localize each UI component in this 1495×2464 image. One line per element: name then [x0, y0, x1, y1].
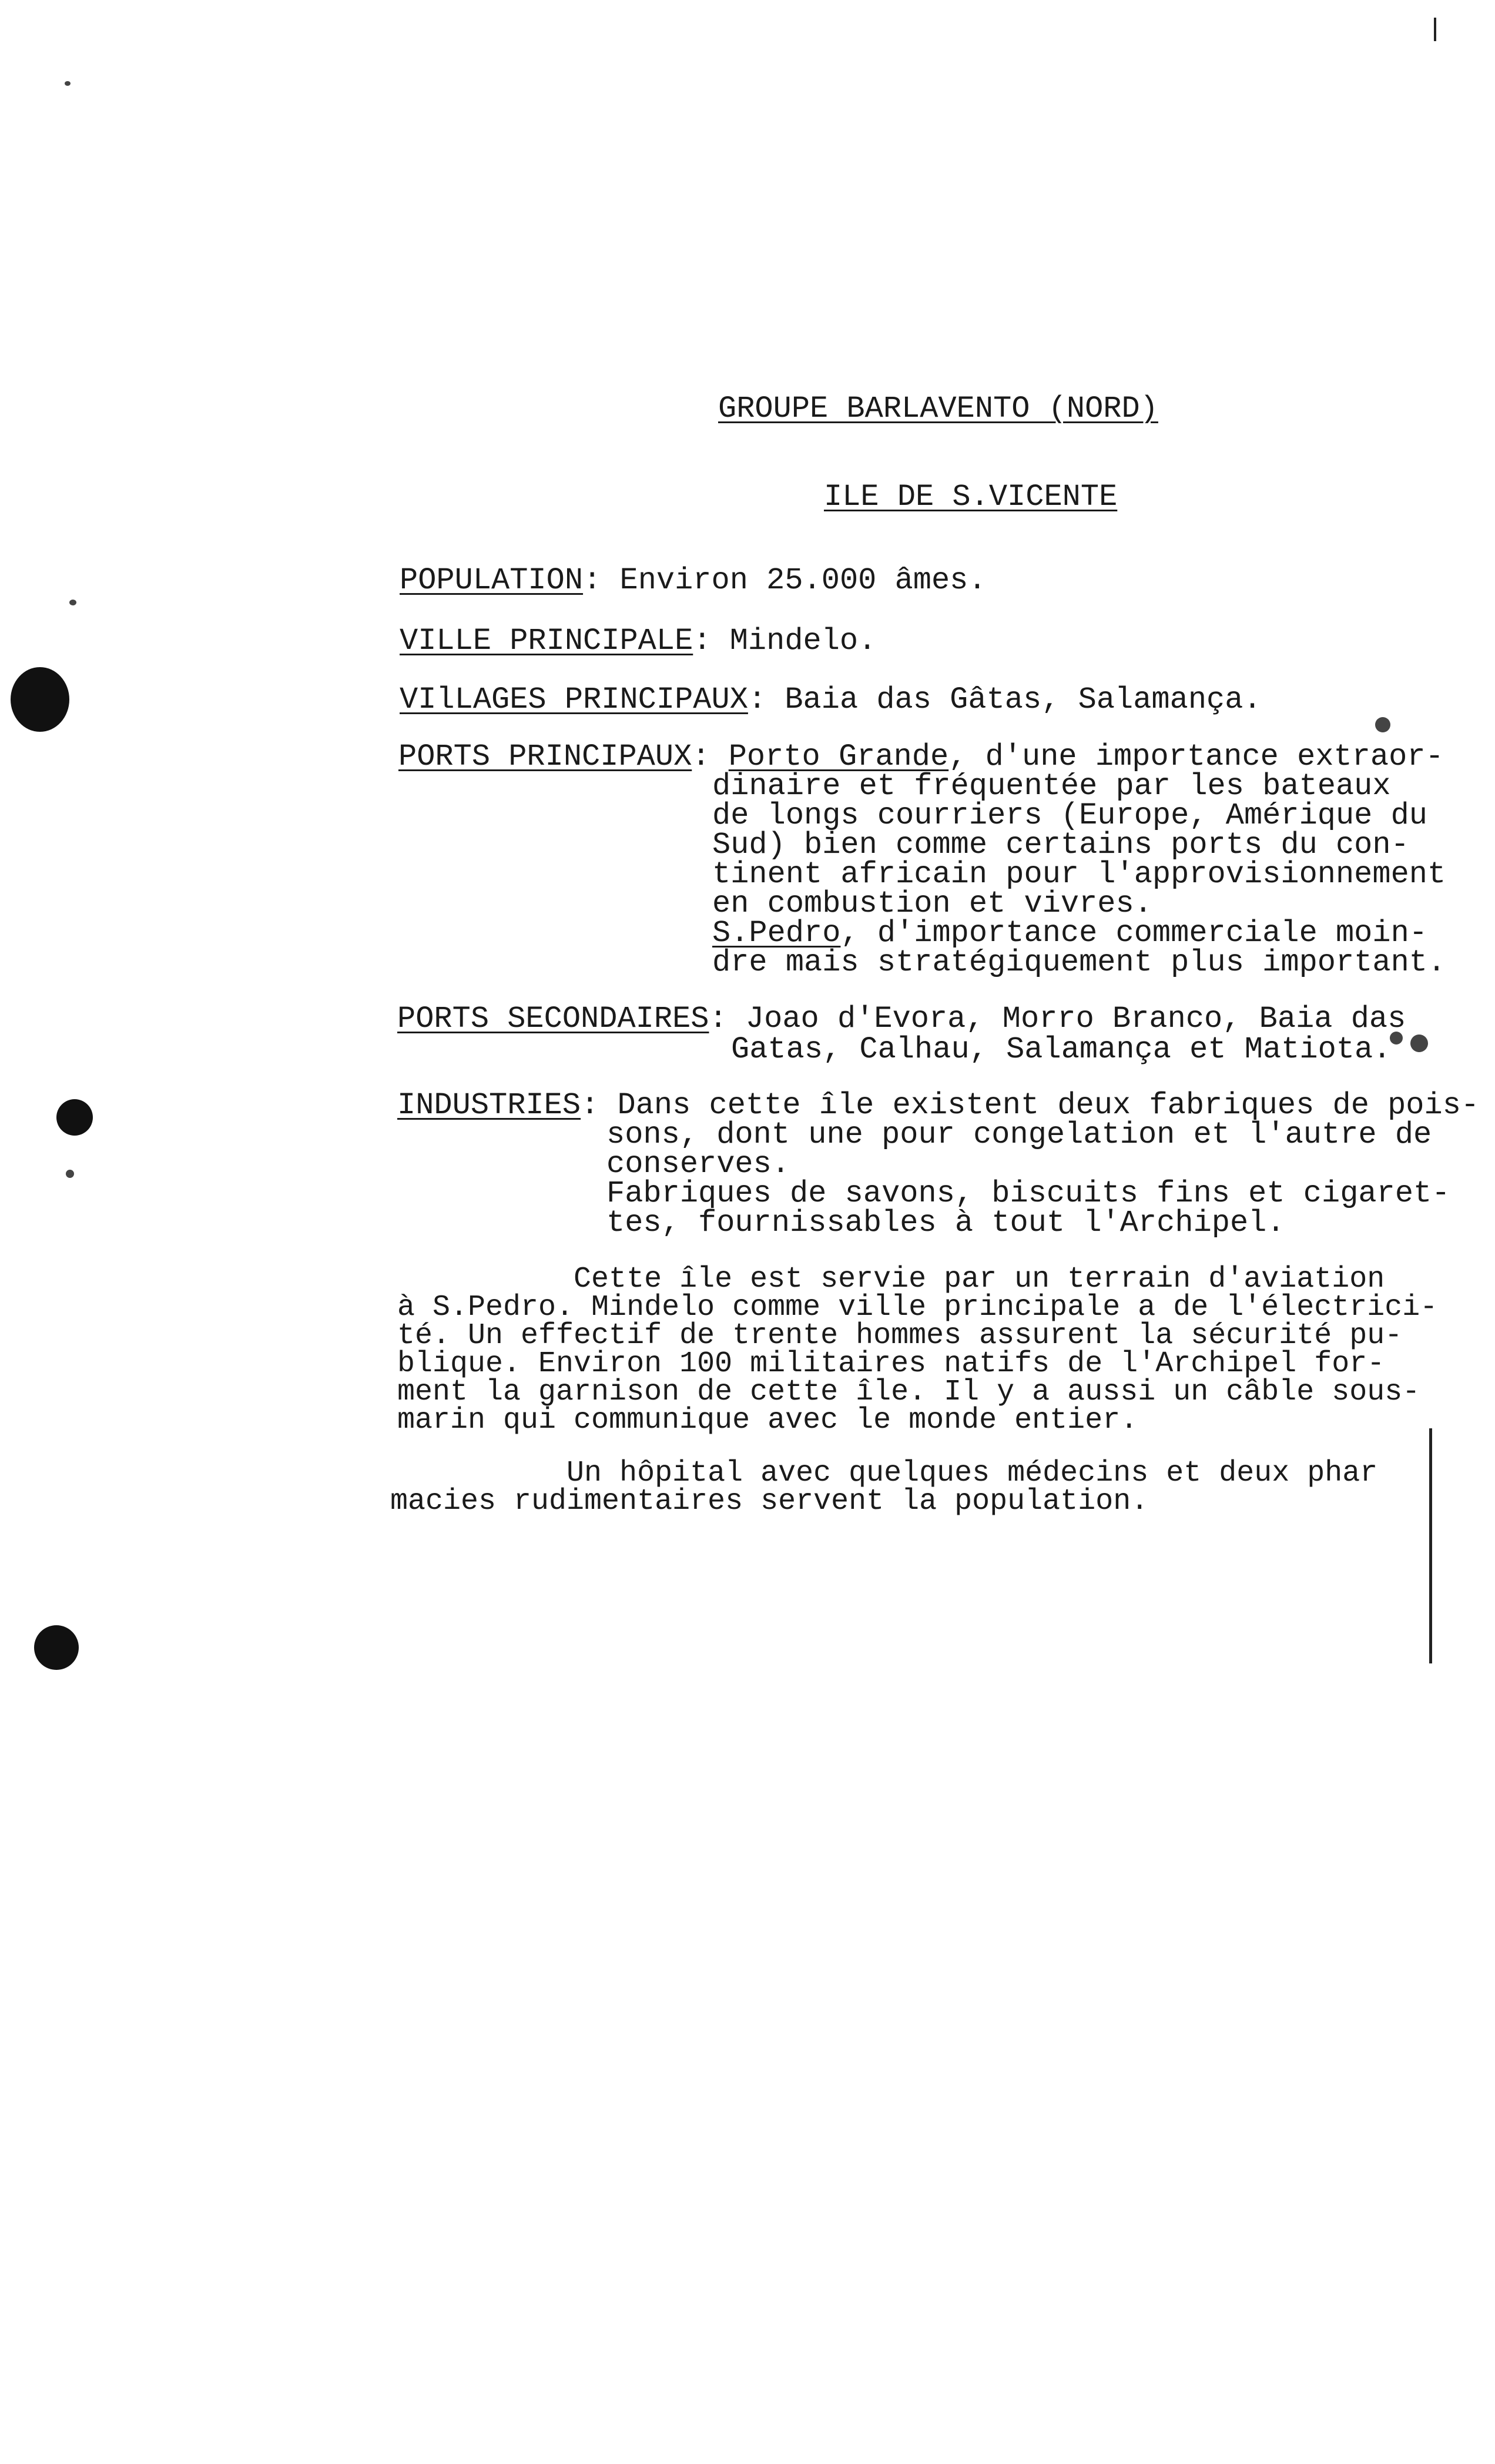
ports-principaux-label: PORTS PRINCIPAUX: [398, 739, 692, 774]
margin-mark: [1434, 18, 1436, 41]
ville-label: VILLE PRINCIPALE: [400, 624, 693, 658]
industries-sep: :: [581, 1088, 599, 1123]
punch-hole: [56, 1099, 93, 1136]
paragraph-line: té. Un effectif de trente hommes assurent la sécurité pu-: [397, 1319, 1403, 1352]
population-sep: :: [583, 563, 602, 598]
group-title: GROUPE BARLAVENTO (NORD): [718, 391, 1158, 426]
industries-row: [397, 1090, 1479, 1121]
ports-principaux-sep: :: [692, 739, 710, 774]
ink-blot: [11, 667, 69, 732]
speck: [69, 600, 76, 605]
ville-value: Mindelo.: [711, 624, 877, 658]
ports-secondaires-line: Gatas, Calhau, Salamança et Matiota.: [731, 1032, 1392, 1067]
ports-secondaires-sep: :: [709, 1002, 728, 1036]
ports-secondaires-value: Joao d'Evora, Morro Branco, Baia das: [727, 1002, 1406, 1036]
porto-grande-name: Porto Grande: [728, 739, 949, 774]
population-row: [400, 565, 987, 596]
margin-rule: [1429, 1428, 1432, 1663]
s-pedro-row: [712, 918, 1427, 949]
industries-line: sons, dont une pour congelation et l'autre de: [606, 1117, 1432, 1152]
speck: [65, 81, 71, 86]
island-title: ILE DE S.VICENTE: [824, 480, 1118, 514]
ports-principaux-line: Sud) bien comme certains ports du con-: [712, 828, 1409, 862]
industries-value: Dans cette île existent deux fabriques de pois-: [599, 1088, 1480, 1123]
ports-secondaires-label: PORTS SECONDAIRES: [397, 1002, 709, 1036]
villages-value: Baia das Gâtas, Salamança.: [766, 682, 1262, 717]
paragraph-line: ment la garnison de cette île. Il y a aussi un câble sous-: [397, 1375, 1420, 1409]
ville-row: [400, 626, 876, 657]
paragraph-line: Un hôpital avec quelques médecins et deux phar: [390, 1457, 1378, 1490]
paragraph-line: macies rudimentaires servent la population.: [390, 1485, 1149, 1518]
paragraph-line: blique. Environ 100 militaires natifs de l'Archipel for-: [397, 1347, 1385, 1381]
population-label: POPULATION: [400, 563, 584, 598]
industries-line: tes, fournissables à tout l'Archipel.: [606, 1206, 1285, 1240]
punch-hole: [34, 1625, 79, 1670]
paragraph-line: marin qui communique avec le monde entier.: [397, 1404, 1138, 1437]
industries-label: INDUSTRIES: [397, 1088, 581, 1123]
speck: [1410, 1035, 1428, 1052]
ports-principaux-row: [398, 739, 1444, 774]
speck: [66, 1170, 74, 1178]
s-pedro-text: , d'importance commerciale moin-: [840, 916, 1427, 950]
villages-sep: :: [748, 682, 767, 717]
population-value: Environ 25.000 âmes.: [601, 563, 987, 598]
ports-principaux-line: tinent africain pour l'approvisionnement: [712, 857, 1446, 892]
villages-row: [400, 682, 1262, 717]
ports-principaux-line: de longs courriers (Europe, Amérique du: [712, 798, 1427, 833]
industries-line: Fabriques de savons, biscuits fins et cigaret-: [606, 1176, 1450, 1211]
ports-secondaires-row: [397, 1004, 1406, 1035]
villages-label: VIlLAGES PRINCIPAUX: [400, 682, 748, 717]
s-pedro-line: dre mais stratégiquement plus important.: [712, 945, 1446, 980]
paragraph-line: à S.Pedro. Mindelo comme ville principale a de l'électrici-: [397, 1291, 1438, 1324]
industries-line: conserves.: [606, 1147, 790, 1181]
porto-grande-text: , d'une importance extraor-: [948, 739, 1444, 774]
ville-sep: :: [693, 624, 712, 658]
ports-principaux-line: en combustion et vivres.: [712, 886, 1152, 921]
paragraph-line: Cette île est servie par un terrain d'aviation: [397, 1263, 1385, 1296]
speck: [1375, 717, 1390, 732]
s-pedro-name: S.Pedro: [712, 916, 841, 950]
ports-principaux-line: dinaire et fréquentée par les bateaux: [712, 769, 1391, 804]
